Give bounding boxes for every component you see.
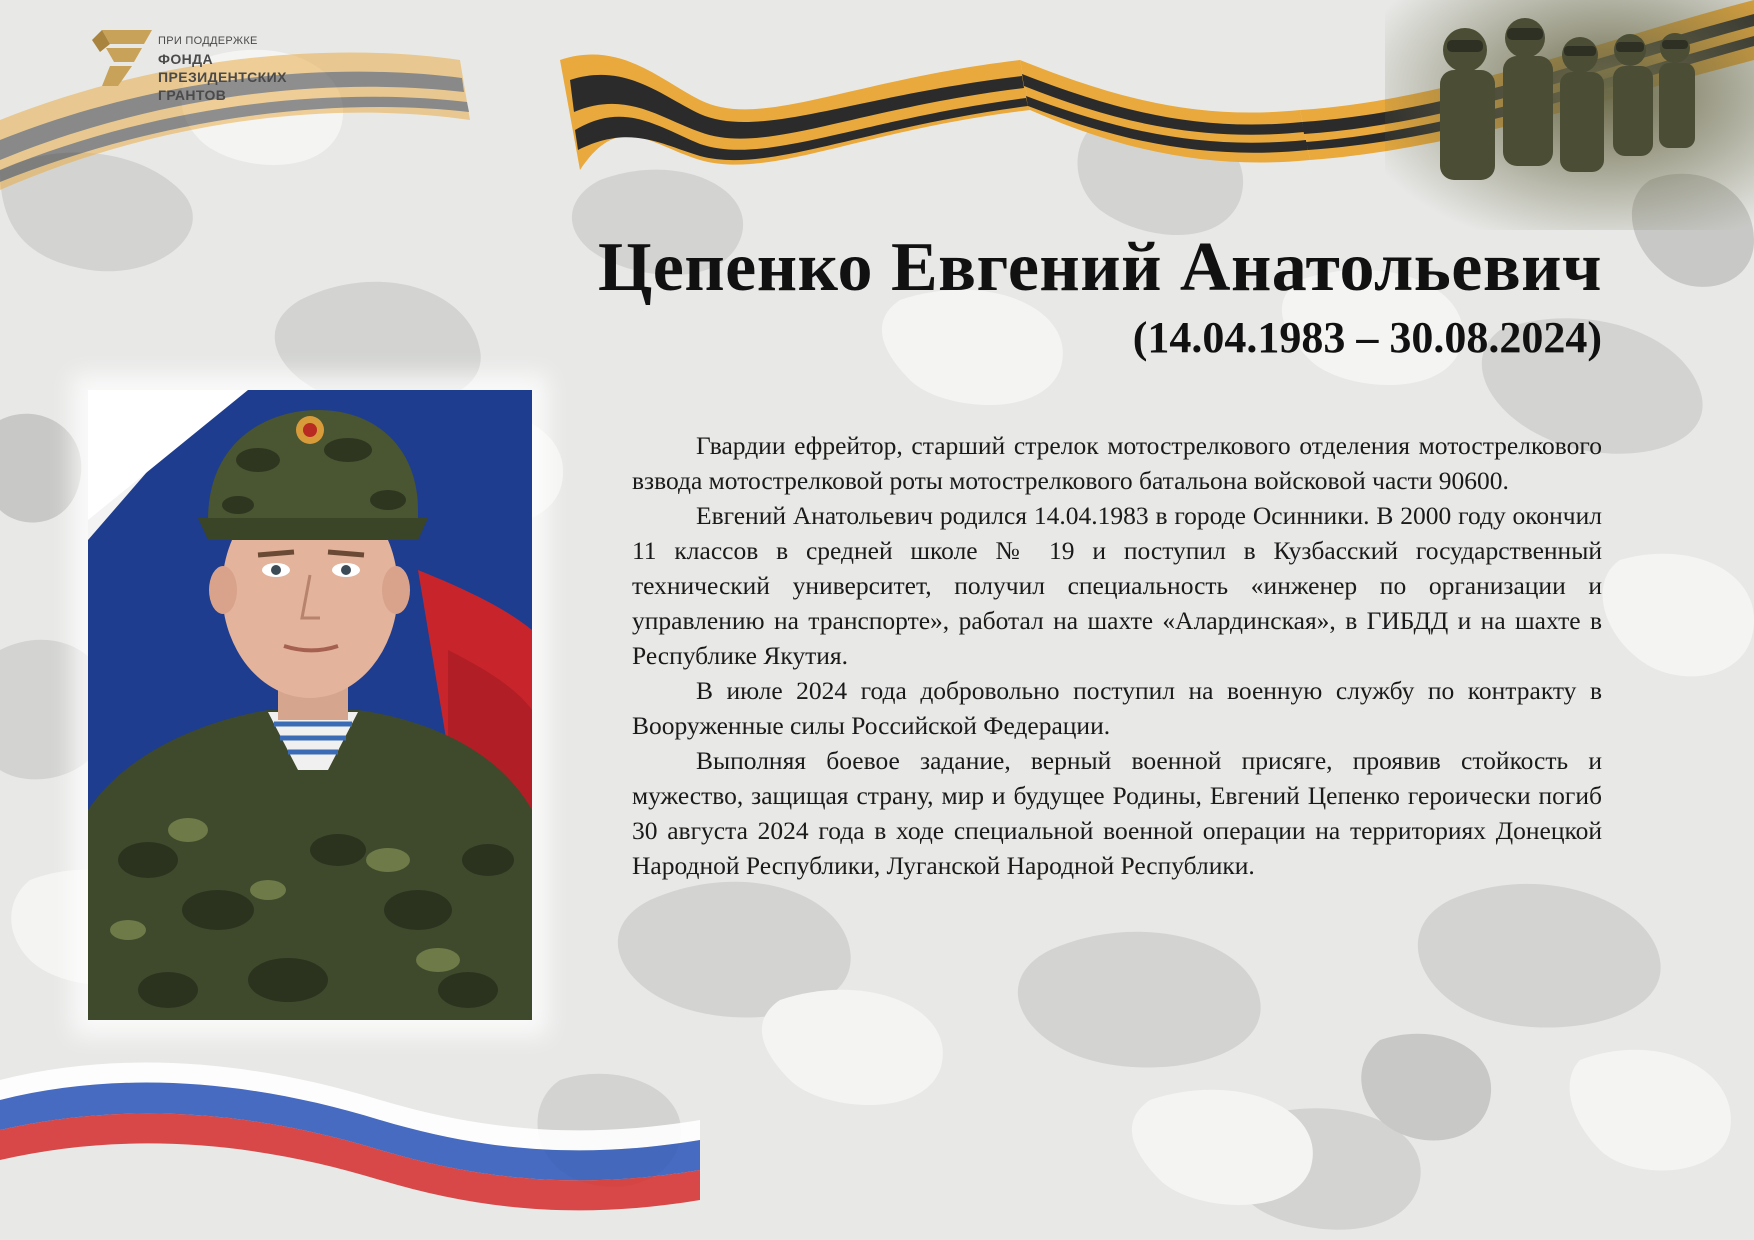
logo-line-3: ГРАНТОВ (158, 87, 227, 103)
logo-line-1: ФОНДА (158, 51, 214, 67)
life-dates: (14.04.1983 – 30.08.2024) (1132, 313, 1602, 362)
soldiers-image (1385, 0, 1754, 230)
portrait-frame (88, 390, 532, 1020)
bio-paragraph: Евгений Анатольевич родился 14.04.1983 в городе Осинники. В 2000 году окончил 11 классов в средней школе № 19 и поступил в Кузбасский государственный технический университет, получил специальность «инженер по организации и управлению на транспорте», работал на шахте «Алардинская», в ГИБДД и на шахте в Республике Якутия. (632, 501, 1602, 670)
bio-paragraph: В июле 2024 года добровольно поступил на военную службу по контракту в Вооруженные силы Российской Федерации. (632, 676, 1602, 740)
logo-text (158, 32, 287, 104)
presidential-grants-logo (92, 26, 332, 116)
bio-paragraph: Выполняя боевое задание, верный военной присяге, проявив стойкость и мужество, защищая страну, мир и будущее Родины, Евгений Цепенко героически погиб 30 августа 2024 года в ходе специальной военной операции на территориях Донецкой Народной Республики, Луганской Народной Республики. (632, 746, 1602, 880)
soldier-portrait-image (88, 390, 532, 1020)
biography-text (632, 428, 1602, 883)
grants-fund-logo-icon (92, 30, 152, 86)
page-title: Цепенко Евгений Анатольевич (597, 229, 1602, 306)
logo-top-line: ПРИ ПОДДЕРЖКЕ (158, 35, 258, 47)
russian-flag-wave (0, 1020, 700, 1240)
bio-paragraph: Гвардии ефрейтор, старший стрелок мотострелкового отделения мотострелкового взвода мотострелковой роты мотострелкового батальона войсковой части 90600. (632, 431, 1602, 495)
logo-line-2: ПРЕЗИДЕНТСКИХ (158, 69, 287, 85)
